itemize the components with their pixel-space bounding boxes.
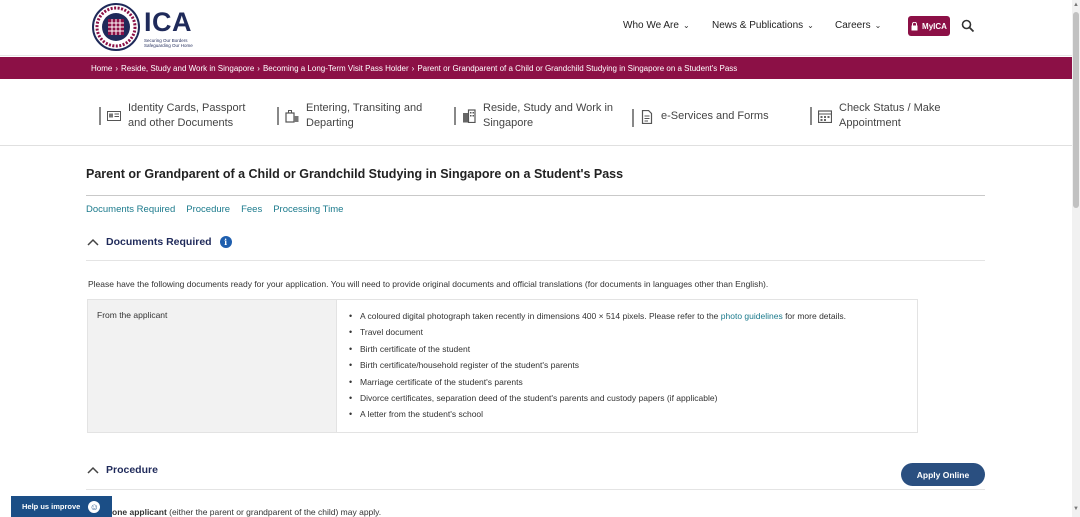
logo-tagline: Securing Our Borders Safeguarding Our Home bbox=[144, 38, 193, 48]
divider bbox=[86, 195, 985, 196]
nav-who-we-are[interactable]: Who We Are ⌄ bbox=[623, 20, 690, 31]
list-item: • Divorce certificates, separation deed of the student's parents and custody papers (if applicable) bbox=[360, 393, 846, 409]
myica-button[interactable]: MyICA bbox=[908, 16, 950, 36]
info-icon[interactable]: i bbox=[220, 236, 232, 248]
breadcrumb-bar bbox=[0, 57, 1072, 79]
nav-news-publications[interactable]: News & Publications ⌄ bbox=[712, 20, 814, 31]
photo-guidelines-link[interactable]: photo guidelines bbox=[720, 311, 783, 321]
list-item: • Travel document bbox=[360, 327, 846, 343]
site-header bbox=[0, 0, 1072, 56]
divider bbox=[86, 489, 985, 490]
divider bbox=[810, 107, 812, 125]
section-header-procedure[interactable] bbox=[86, 464, 158, 476]
category-identity-cards[interactable]: Identity Cards, Passport and other Documents bbox=[99, 101, 245, 131]
procedure-text: one applicant (either the parent or grandparent of the child) may apply. bbox=[112, 507, 382, 517]
smiley-icon: ☺ bbox=[89, 501, 99, 512]
list-item: • Birth certificate of the student bbox=[360, 344, 846, 360]
section-title-documents: Documents Required bbox=[106, 236, 212, 248]
chevron-up-icon bbox=[86, 465, 100, 475]
anchor-processing-time[interactable]: Processing Time bbox=[273, 204, 344, 215]
calendar-icon bbox=[818, 109, 832, 123]
anchor-procedure[interactable]: Procedure bbox=[186, 204, 231, 215]
breadcrumb-ltvp[interactable]: Becoming a Long-Term Visit Pass Holder bbox=[262, 63, 409, 73]
chevron-right-icon: › bbox=[115, 63, 119, 73]
list-item: • Marriage certificate of the student's parents bbox=[360, 377, 846, 393]
breadcrumb-home[interactable]: Home bbox=[91, 63, 113, 73]
ica-logo[interactable] bbox=[92, 3, 192, 53]
anchor-documents-required[interactable]: Documents Required bbox=[86, 204, 176, 215]
category-entering-transiting[interactable]: Entering, Transiting and Departing bbox=[277, 101, 422, 131]
documents-table bbox=[87, 299, 918, 433]
category-check-status[interactable]: Check Status / Make Appointment bbox=[810, 101, 941, 131]
anchor-fees[interactable]: Fees bbox=[241, 204, 263, 215]
applicant-label: From the applicant bbox=[97, 310, 168, 320]
apply-online-button[interactable]: Apply Online bbox=[901, 463, 985, 486]
nav-careers[interactable]: Careers ⌄ bbox=[835, 20, 882, 31]
logo-text: ICA bbox=[144, 7, 192, 37]
category-reside-study-work[interactable]: Reside, Study and Work in Singapore bbox=[454, 101, 613, 131]
scrollbar-thumb[interactable] bbox=[1073, 12, 1079, 208]
chevron-right-icon: › bbox=[257, 63, 260, 73]
lock-icon bbox=[911, 22, 918, 31]
chevron-down-icon: ⌄ bbox=[874, 21, 882, 30]
chevron-right-icon: › bbox=[411, 63, 415, 73]
divider bbox=[99, 107, 101, 125]
divider bbox=[632, 109, 634, 127]
category-eservices-forms[interactable]: e-Services and Forms bbox=[632, 109, 769, 127]
building-icon bbox=[462, 109, 476, 123]
divider bbox=[277, 107, 279, 125]
breadcrumb-current: Parent or Grandparent of a Child or Grandchild Studying in Singapore on a Student's Pass bbox=[417, 63, 738, 73]
page-title: Parent or Grandparent of a Child or Grandchild Studying in Singapore on a Student's Pass bbox=[86, 167, 624, 181]
id-card-icon bbox=[107, 109, 121, 123]
applicant-label-cell bbox=[88, 300, 337, 432]
divider bbox=[86, 260, 985, 261]
section-title-procedure: Procedure bbox=[106, 464, 158, 476]
documents-list bbox=[350, 311, 846, 426]
breadcrumb bbox=[91, 57, 737, 79]
section-header-documents[interactable] bbox=[86, 236, 232, 248]
chevron-down-icon: ⌄ bbox=[807, 21, 814, 30]
search-icon[interactable] bbox=[961, 19, 975, 33]
section-anchors bbox=[86, 204, 343, 215]
scroll-down-icon[interactable]: ▼ bbox=[1073, 506, 1079, 512]
category-nav bbox=[0, 79, 1072, 146]
ica-emblem-icon bbox=[92, 3, 140, 51]
breadcrumb-reside[interactable]: Reside, Study and Work in Singapore bbox=[121, 63, 255, 73]
chevron-down-icon: ⌄ bbox=[682, 21, 690, 30]
divider bbox=[454, 107, 456, 125]
scroll-up-icon[interactable]: ▲ bbox=[1073, 2, 1079, 8]
luggage-icon bbox=[285, 109, 299, 123]
feedback-button[interactable]: Help us improve ☺ bbox=[11, 496, 112, 517]
document-icon bbox=[640, 110, 654, 124]
documents-intro: Please have the following documents ready for your application. You will need to provide original documents and official translations (for documents in languages other than English). bbox=[88, 279, 769, 289]
list-item: • A coloured digital photograph taken recently in dimensions 400 × 514 pixels. Please refer to the photo guidelines for more details. bbox=[360, 311, 846, 327]
list-item: • A letter from the student's school bbox=[360, 409, 846, 425]
chevron-up-icon bbox=[86, 237, 100, 247]
list-item: • Birth certificate/household register of the student's parents bbox=[360, 360, 846, 376]
